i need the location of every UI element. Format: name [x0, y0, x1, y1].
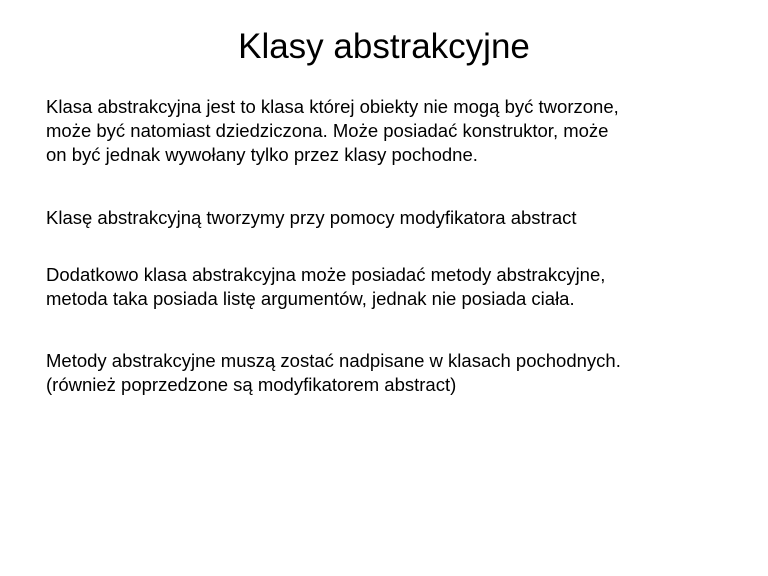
text-line: Dodatkowo klasa abstrakcyjna może posiadać metody abstrakcyjne, — [46, 264, 606, 285]
text-line: może być natomiast dziedziczona. Może posiadać konstruktor, może — [46, 120, 609, 141]
paragraph-override — [46, 349, 746, 397]
text-line: Metody abstrakcyjne muszą zostać nadpisane w klasach pochodnych. — [46, 350, 621, 371]
text-line: Klasa abstrakcyjna jest to klasa której obiekty nie mogą być tworzone, — [46, 96, 619, 117]
text-line: on być jednak wywołany tylko przez klasy pochodne. — [46, 144, 478, 165]
paragraph-modifier — [46, 206, 746, 230]
text-line: Klasę abstrakcyjną tworzymy przy pomocy modyfikatora abstract — [46, 207, 577, 228]
slide-content — [46, 95, 746, 397]
text-line: metoda taka posiada listę argumentów, jednak nie posiada ciała. — [46, 288, 575, 309]
slide-title: Klasy abstrakcyjne — [238, 27, 530, 66]
text-line: (również poprzedzone są modyfikatorem abstract) — [46, 374, 457, 395]
paragraph-definition — [46, 95, 746, 167]
paragraph-abstract-methods — [46, 263, 746, 311]
